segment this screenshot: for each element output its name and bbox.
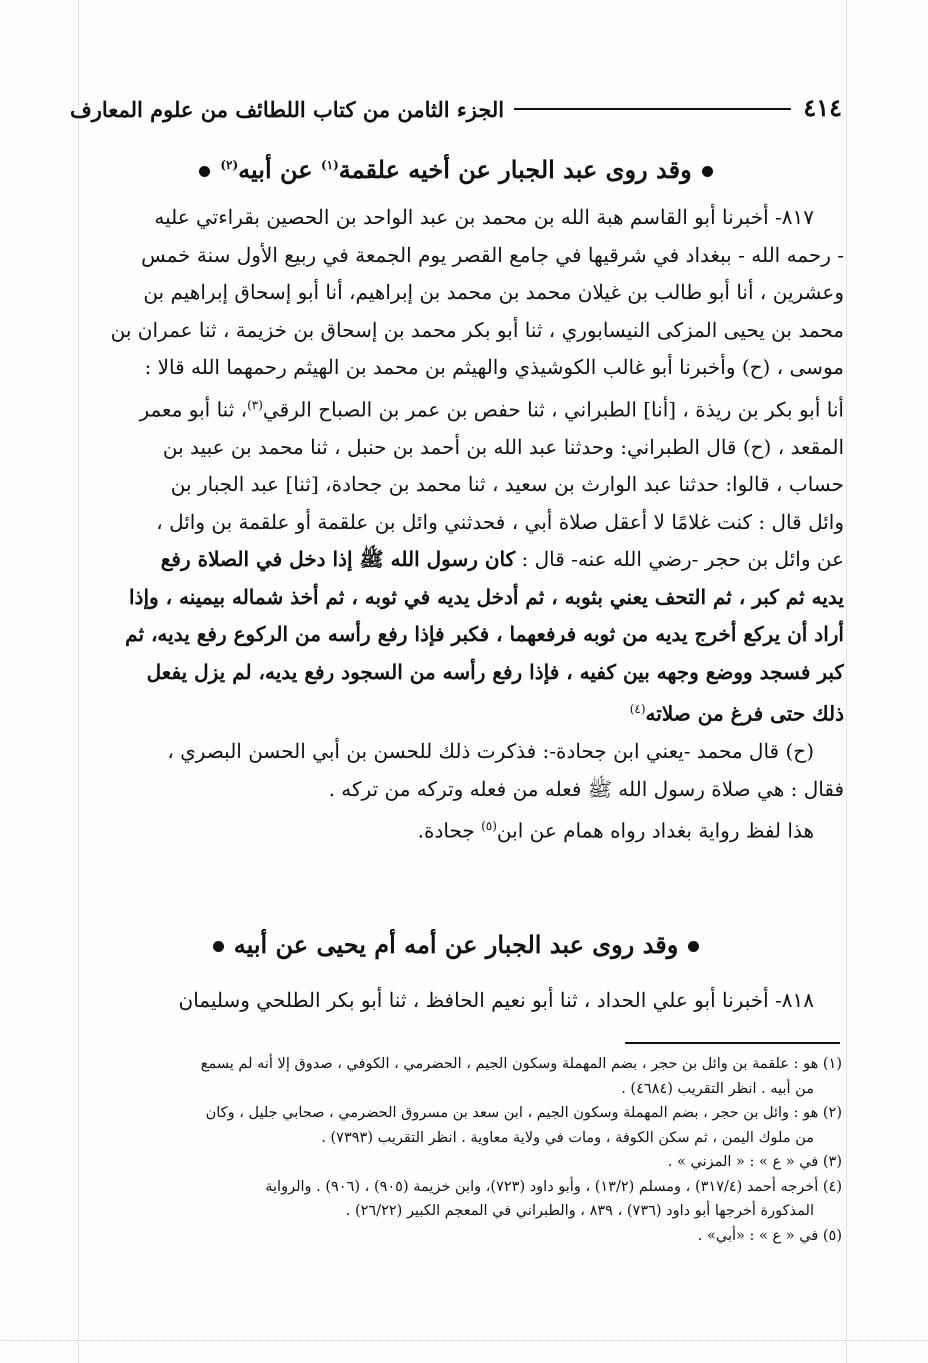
text-line: [70, 691, 844, 733]
text-line: - رحمه الله - ببغداد في شرقيها في جامع القصر يوم الجمعة في ربيع الأول سنة خمس: [141, 242, 844, 267]
section-title-text: وقد روى عبد الجبار عن أمه أم يحيى عن أبيه: [233, 930, 679, 959]
page-number: ٤١٤: [803, 93, 842, 122]
text-line: ٨١٧- أخبرنا أبو القاسم هبة الله بن محمد بن عبد الواحد بن الحصين بقراءتي عليه: [154, 205, 814, 229]
bullet-icon: [199, 166, 210, 177]
text-line: [70, 387, 844, 429]
scan-guide-line: [0, 1340, 928, 1341]
text-segment: هذا لفظ رواية بغداد رواه همام عن ابن: [496, 818, 814, 843]
hadith-matn-line: أراد أن يركع أخرج يديه من ثوبه فرفعهما ، فكبر فإذا رفع رأسه من الركوع رفع يديه، ثم: [125, 622, 844, 647]
footnote-2: (٢) هو : وائل بن حجر ، بضم المهملة وسكون الجيم ، ابن سعد بن مسروق الحضرمي ، صحابي جليل ، وكان: [205, 1105, 842, 1121]
bullet-icon: [213, 941, 224, 952]
text-line: [70, 541, 844, 579]
section-title-end: عن أبيه: [238, 155, 313, 184]
footnote-2-cont: من ملوك اليمن ، ثم سكن الكوفة ، ومات في ولاية معاوية . انظر التقريب (٧٣٩٣) .: [321, 1129, 814, 1146]
footnote-ref: (٣): [247, 397, 263, 412]
text-line: وعشرين ، أنا أبو طالب بن غيلان محمد بن محمد بن إبراهيم، أنا أبو إسحاق إبراهيم بن: [143, 280, 844, 304]
section-title-text: وقد روى عبد الجبار عن أخيه علقمة: [338, 155, 692, 184]
hadith-matn: كان رسول الله ﷺ إذا دخل في الصلاة رفع: [160, 547, 516, 572]
text-segment: عن وائل بن حجر -رضي الله عنه- قال :: [521, 547, 844, 572]
footnote-4-cont: المذكورة أخرجها أبو داود (٧٣٦) ، ٨٣٩ ، والطبراني في المعجم الكبير (٢٦/٢٢) .: [345, 1203, 814, 1219]
text-segment: ، ثنا أبو معمر: [139, 397, 248, 422]
footnote-3: (٣) في « ع » : « المزني » .: [667, 1154, 842, 1170]
text-line: ٨١٨- أخبرنا أبو علي الحداد ، ثنا أبو نعيم الحافظ ، ثنا أبو بكر الطلحي وسليمان: [178, 988, 814, 1012]
footnotes: [72, 1052, 842, 1248]
hadith-818: [70, 982, 844, 1020]
footnote-rule: [625, 1042, 840, 1044]
hadith-matn: ذلك حتى فرغ من صلاته: [645, 701, 844, 726]
text-line: محمد بن يحيى المزكى النيسابوري ، ثنا أبو بكر محمد بن إسحاق بن خزيمة ، ثنا عمران بن: [110, 317, 844, 342]
section-title-2: [70, 928, 842, 962]
footnote-ref: (٢): [220, 158, 239, 172]
header-rule: [514, 108, 791, 110]
text-line: حساب ، قالوا: حدثنا عبد الوارث بن سعيد ، ثنا محمد بن جحادة، [ثنا] عبد الجبار بن: [170, 472, 844, 497]
text-segment: جحادة.: [417, 818, 475, 843]
footnote-5: (٥) في « ع » : «أبي» .: [697, 1227, 842, 1244]
section-title-1: [70, 148, 842, 187]
bullet-icon: [688, 941, 699, 952]
footnote-1: (١) هو : علقمة بن وائل بن حجر ، بضم المهملة وسكون الجيم ، الحضرمي ، الكوفي ، صدوق إلا أنه لم يسمع: [200, 1056, 842, 1072]
bullet-icon: [702, 166, 713, 177]
text-line: وائل قال : كنت غلامًا لا أعقل صلاة أبي ، فحدثني وائل بن علقمة أو علقمة بن وائل ،: [156, 509, 844, 534]
footnote-ref: (٥): [481, 819, 497, 834]
book-title: الجزء الثامن من كتاب اللطائف من علوم المعارف: [70, 97, 505, 122]
text-line: المقعد ، (ح) قال الطبراني: وحدثنا عبد الله بن أحمد بن حنبل ، ثنا محمد بن عبيد بن: [162, 434, 844, 459]
text-line: [70, 808, 844, 850]
footnote-ref: (٤): [629, 702, 646, 717]
text-line: موسى ، (ح) وأخبرنا أبو غالب الكوشيذي والهيثم بن محمد بن الهيثم رحمهما الله قالا :: [144, 355, 844, 379]
footnote-4: (٤) أخرجه أحمد (٣١٧/٤) ، ومسلم (١٣/٢) ، وأبو داود (٧٢٣)، وابن خزيمة (٩٠٥) ، (٩٠٦) . والرواية: [265, 1178, 842, 1195]
text-line: (ح) قال محمد -يعني ابن جحادة-: فذكرت ذلك للحسن بن أبي الحسن البصري ،: [167, 739, 814, 764]
running-header: [70, 82, 842, 122]
text-segment: أنا أبو بكر بن ريذة ، [أنا] الطبراني ، ثنا حفص بن عمر بن الصباح الرقي: [262, 397, 844, 422]
hadith-matn-line: كبر فسجد ووضع وجهه بين كفيه ، فإذا رفع رأسه من السجود رفع يديه، لم يزل يفعل: [146, 659, 844, 684]
text-line: فقال : هي صلاة رسول الله ﷺ فعله من فعله وتركه من تركه .: [328, 776, 844, 801]
footnote-1-cont: من أبيه . انظر التقريب (٤٦٨٤) .: [621, 1080, 814, 1097]
hadith-817: [70, 199, 844, 850]
hadith-matn-line: يديه ثم كبر ، ثم التحف يعني بثوبه ، ثم أدخل يديه في ثوبه ، ثم أخذ شماله بيمينه ، وإذا: [129, 584, 844, 609]
footnote-ref: (١): [320, 158, 339, 172]
scan-guide-line: [846, 0, 847, 1363]
